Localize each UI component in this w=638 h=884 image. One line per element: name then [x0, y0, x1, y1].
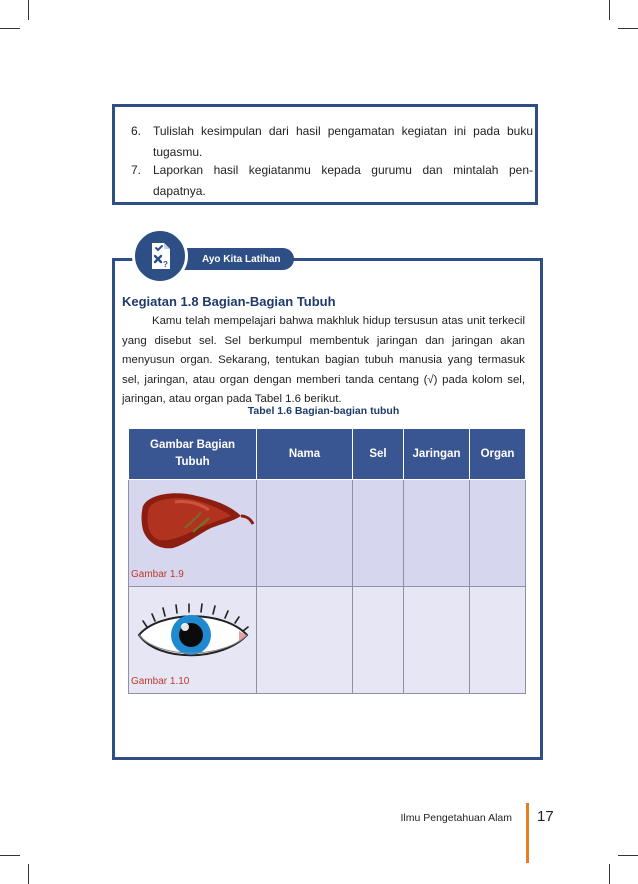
- list-text: Laporkan hasil kegiatanmu kepada gurumu dan mintalah pen-dapatnya.: [153, 163, 533, 198]
- header-image: Gambar Bagian Tubuh: [129, 429, 257, 480]
- instructions-box: [112, 104, 538, 205]
- header-tissue: Jaringan: [404, 429, 470, 480]
- eye-illustration: [133, 601, 253, 671]
- page-number: 17: [537, 808, 554, 825]
- figure-caption: Gambar 1.9: [131, 569, 184, 580]
- body-parts-table: [128, 428, 526, 694]
- image-cell: [129, 480, 257, 587]
- image-cell: [129, 587, 257, 694]
- badge-label: Ayo Kita Latihan: [170, 248, 294, 270]
- crop-mark: [609, 864, 610, 884]
- list-text: Tulislah kesimpulan dari hasil pengamatan kegiatan ini pada buku tugasmu.: [153, 124, 533, 159]
- cell-answer-cell[interactable]: [353, 480, 404, 587]
- tissue-answer-cell[interactable]: [404, 480, 470, 587]
- table-caption: Tabel 1.6 Bagian-bagian tubuh: [247, 405, 400, 417]
- organ-answer-cell[interactable]: [470, 480, 526, 587]
- liver-illustration: [135, 488, 255, 558]
- crop-mark: [0, 855, 20, 856]
- organ-answer-cell[interactable]: [470, 587, 526, 694]
- table-header-row: [129, 429, 526, 480]
- crop-mark: [28, 0, 29, 20]
- tissue-answer-cell[interactable]: [404, 587, 470, 694]
- footer-divider: [526, 803, 529, 863]
- table-row: [129, 480, 526, 587]
- crop-mark: [618, 28, 638, 29]
- svg-text:?: ?: [163, 260, 168, 269]
- activity-title: Kegiatan 1.8 Bagian-Bagian Tubuh: [122, 294, 336, 309]
- crop-mark: [618, 855, 638, 856]
- worksheet-icon: [132, 228, 188, 284]
- header-name: Nama: [257, 429, 353, 480]
- table-row: [129, 587, 526, 694]
- crop-mark: [609, 0, 610, 20]
- footer-book-title: Ilmu Pengetahuan Alam: [400, 812, 512, 824]
- activity-paragraph: Kamu telah mempelajari bahwa makhluk hidup tersusun atas unit terkecil yang disebut sel. Sel berkumpul membentuk jaringan dan jaringan akan menyusun organ. Sekarang, tentukan bagian tubuh manusia yang termasuk sel, jaringan, atau organ dengan memberi tanda centang (√) pada kolom sel, jaringan, atau organ pada Tabel 1.6 berikut.: [122, 315, 525, 406]
- crop-mark: [28, 864, 29, 884]
- list-number: 6.: [131, 124, 142, 138]
- crop-mark: [0, 28, 20, 29]
- name-answer-cell[interactable]: [257, 480, 353, 587]
- header-organ: Organ: [470, 429, 526, 480]
- header-cell: Sel: [353, 429, 404, 480]
- list-number: 7.: [131, 163, 142, 177]
- name-answer-cell[interactable]: [257, 587, 353, 694]
- cell-answer-cell[interactable]: [353, 587, 404, 694]
- figure-caption: Gambar 1.10: [131, 676, 190, 687]
